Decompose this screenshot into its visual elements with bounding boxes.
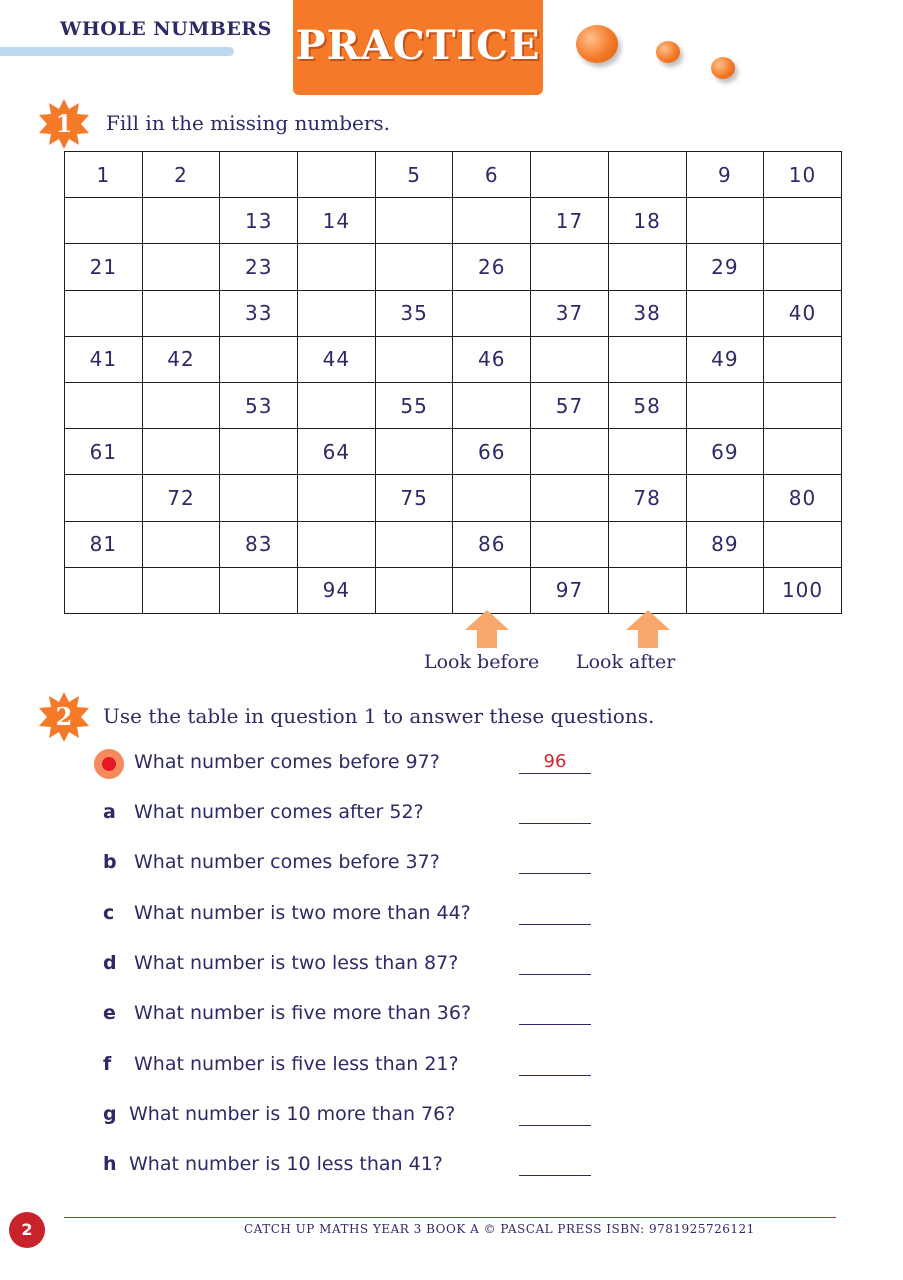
grid-cell: 49 [686, 336, 764, 382]
grid-cell-blank[interactable] [453, 475, 531, 521]
grid-cell-blank[interactable] [608, 244, 686, 290]
question-1-badge [39, 99, 89, 149]
grid-cell-blank[interactable] [65, 198, 143, 244]
grid-cell-blank[interactable] [453, 198, 531, 244]
example-question: What number comes before 97? [134, 751, 440, 773]
grid-cell-blank[interactable] [142, 429, 220, 475]
answer-line[interactable] [519, 924, 591, 925]
grid-cell: 5 [375, 152, 453, 198]
hint-look-after: Look after [576, 651, 676, 673]
footer-rule [64, 1217, 836, 1218]
question-letter: a [103, 801, 116, 823]
grid-cell-blank[interactable] [142, 521, 220, 567]
topic-underline [0, 47, 234, 56]
answer-line[interactable] [519, 1125, 591, 1126]
grid-cell-blank[interactable] [65, 290, 143, 336]
question-text: What number is five less than 21? [134, 1052, 459, 1075]
grid-cell-blank[interactable] [375, 521, 453, 567]
example-answer: 96 [543, 751, 567, 772]
grid-cell-blank[interactable] [142, 382, 220, 428]
question-text: What number comes before 37? [134, 851, 440, 874]
grid-row [65, 290, 842, 336]
question-text: What number is two more than 44? [134, 901, 471, 924]
grid-cell: 81 [65, 521, 143, 567]
grid-cell-blank[interactable] [220, 567, 298, 613]
footer-credits: CATCH UP MATHS YEAR 3 BOOK A © PASCAL PRESS ISBN: 9781925726121 [244, 1222, 755, 1236]
grid-cell: 57 [531, 382, 609, 428]
question-text: What number is five more than 36? [134, 1002, 472, 1025]
up-arrow-icon-before [465, 610, 509, 648]
grid-cell: 86 [453, 521, 531, 567]
grid-cell-blank[interactable] [453, 567, 531, 613]
answer-line[interactable] [519, 823, 591, 824]
grid-cell-blank[interactable] [298, 152, 376, 198]
grid-cell-blank[interactable] [298, 475, 376, 521]
hint-look-before: Look before [424, 651, 540, 673]
question-2-badge [39, 692, 89, 742]
question-text: What number is 10 more than 76? [129, 1102, 456, 1125]
grid-cell-blank[interactable] [764, 198, 842, 244]
answer-line[interactable] [519, 1075, 591, 1076]
grid-cell: 72 [142, 475, 220, 521]
question-text: What number comes after 52? [134, 801, 424, 823]
grid-row [65, 521, 842, 567]
grid-cell: 35 [375, 290, 453, 336]
up-arrow-icon-after [626, 610, 670, 648]
grid-cell-blank[interactable] [686, 198, 764, 244]
answer-line[interactable] [519, 1175, 591, 1176]
grid-cell: 38 [608, 290, 686, 336]
grid-cell-blank[interactable] [375, 336, 453, 382]
grid-cell: 17 [531, 198, 609, 244]
question-letter: g [103, 1102, 117, 1125]
grid-cell-blank[interactable] [142, 290, 220, 336]
grid-cell: 46 [453, 336, 531, 382]
grid-cell-blank[interactable] [531, 244, 609, 290]
question-letter: c [103, 901, 115, 924]
grid-cell-blank[interactable] [531, 152, 609, 198]
grid-cell-blank[interactable] [531, 521, 609, 567]
grid-cell-blank[interactable] [531, 429, 609, 475]
grid-cell-blank[interactable] [298, 244, 376, 290]
grid-row [65, 336, 842, 382]
grid-row [65, 382, 842, 428]
grid-cell-blank[interactable] [375, 198, 453, 244]
grid-cell-blank[interactable] [764, 429, 842, 475]
grid-cell-blank[interactable] [65, 475, 143, 521]
grid-cell-blank[interactable] [142, 567, 220, 613]
grid-cell: 42 [142, 336, 220, 382]
grid-row [65, 567, 842, 613]
question-2-number: 2 [55, 702, 73, 731]
grid-cell: 69 [686, 429, 764, 475]
grid-cell-blank[interactable] [764, 244, 842, 290]
grid-cell-blank[interactable] [686, 567, 764, 613]
grid-cell: 13 [220, 198, 298, 244]
question-letter: f [103, 1052, 112, 1075]
grid-cell: 41 [65, 336, 143, 382]
grid-row [65, 198, 842, 244]
grid-cell-blank[interactable] [686, 382, 764, 428]
answer-line[interactable] [519, 873, 591, 874]
grid-cell: 53 [220, 382, 298, 428]
grid-cell-blank[interactable] [375, 244, 453, 290]
grid-cell: 80 [764, 475, 842, 521]
grid-cell: 33 [220, 290, 298, 336]
question-text: What number is 10 less than 41? [129, 1153, 443, 1176]
grid-cell-blank[interactable] [142, 244, 220, 290]
grid-cell: 97 [531, 567, 609, 613]
grid-cell-blank[interactable] [686, 290, 764, 336]
grid-cell: 1 [65, 152, 143, 198]
example-marker-icon [94, 749, 124, 779]
question-1-number: 1 [55, 109, 73, 138]
grid-cell-blank[interactable] [298, 382, 376, 428]
hundred-chart [64, 151, 842, 614]
answer-line[interactable] [519, 1024, 591, 1025]
question-letter: d [103, 951, 117, 974]
question-text: What number is two less than 87? [134, 951, 459, 974]
grid-row [65, 475, 842, 521]
grid-cell: 10 [764, 152, 842, 198]
grid-cell-blank[interactable] [531, 336, 609, 382]
grid-cell: 21 [65, 244, 143, 290]
grid-cell: 61 [65, 429, 143, 475]
grid-cell: 94 [298, 567, 376, 613]
grid-cell-blank[interactable] [65, 567, 143, 613]
practice-banner-label: PRACTICE [295, 22, 541, 69]
question-1-instruction: Fill in the missing numbers. [106, 111, 391, 135]
practice-banner [293, 0, 543, 95]
grid-cell-blank[interactable] [608, 521, 686, 567]
question-letter: h [103, 1153, 117, 1176]
grid-cell-blank[interactable] [686, 475, 764, 521]
grid-cell-blank[interactable] [65, 382, 143, 428]
grid-cell-blank[interactable] [142, 198, 220, 244]
grid-cell: 78 [608, 475, 686, 521]
page-number: 2 [9, 1212, 45, 1248]
grid-cell-blank[interactable] [453, 382, 531, 428]
grid-cell: 55 [375, 382, 453, 428]
grid-cell-blank[interactable] [220, 475, 298, 521]
grid-cell: 44 [298, 336, 376, 382]
grid-cell-blank[interactable] [764, 382, 842, 428]
decorative-ball-medium [656, 41, 680, 63]
grid-cell: 100 [764, 567, 842, 613]
grid-cell-blank[interactable] [531, 475, 609, 521]
grid-cell-blank[interactable] [220, 152, 298, 198]
grid-cell: 29 [686, 244, 764, 290]
example-answer-line [519, 773, 591, 774]
grid-cell: 6 [453, 152, 531, 198]
grid-cell: 75 [375, 475, 453, 521]
grid-cell-blank[interactable] [608, 152, 686, 198]
grid-cell-blank[interactable] [608, 429, 686, 475]
grid-cell: 26 [453, 244, 531, 290]
grid-cell: 89 [686, 521, 764, 567]
decorative-ball-small [711, 57, 735, 79]
answer-line[interactable] [519, 974, 591, 975]
grid-cell-blank[interactable] [608, 567, 686, 613]
grid-cell-blank[interactable] [375, 429, 453, 475]
grid-cell-blank[interactable] [298, 521, 376, 567]
grid-cell-blank[interactable] [764, 336, 842, 382]
grid-cell-blank[interactable] [608, 336, 686, 382]
grid-cell: 66 [453, 429, 531, 475]
grid-cell: 14 [298, 198, 376, 244]
grid-cell: 18 [608, 198, 686, 244]
grid-cell-blank[interactable] [220, 429, 298, 475]
grid-cell-blank[interactable] [453, 290, 531, 336]
grid-row [65, 152, 842, 198]
grid-row [65, 244, 842, 290]
grid-cell: 40 [764, 290, 842, 336]
topic-title: WHOLE NUMBERS [60, 18, 272, 40]
grid-cell-blank[interactable] [375, 567, 453, 613]
grid-cell: 58 [608, 382, 686, 428]
grid-cell-blank[interactable] [298, 290, 376, 336]
grid-cell: 37 [531, 290, 609, 336]
question-2-instruction: Use the table in question 1 to answer these questions. [103, 704, 655, 728]
grid-row [65, 429, 842, 475]
decorative-ball-large [576, 25, 618, 63]
grid-cell: 9 [686, 152, 764, 198]
question-letter: b [103, 851, 117, 874]
grid-cell: 23 [220, 244, 298, 290]
grid-cell: 2 [142, 152, 220, 198]
grid-cell: 83 [220, 521, 298, 567]
grid-cell-blank[interactable] [764, 521, 842, 567]
grid-cell: 64 [298, 429, 376, 475]
grid-cell-blank[interactable] [220, 336, 298, 382]
question-letter: e [103, 1002, 116, 1025]
